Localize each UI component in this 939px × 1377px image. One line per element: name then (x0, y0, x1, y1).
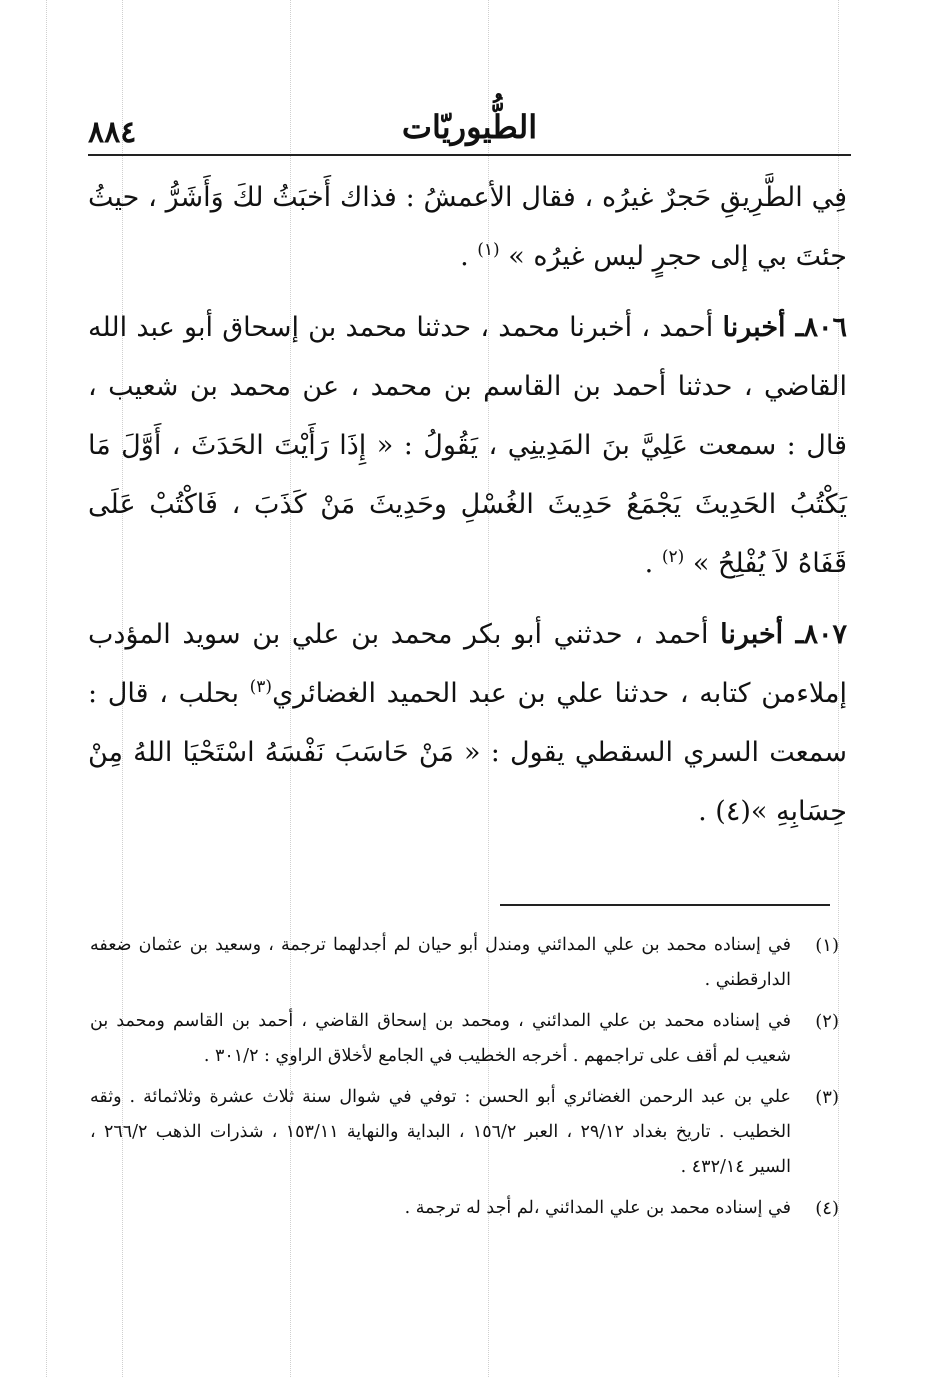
lead-word: أخبرنا (722, 312, 786, 343)
paragraph (88, 168, 847, 286)
scan-artifact-line (46, 0, 47, 1377)
page-header (88, 92, 851, 156)
entry-number: ٨٠٧ـ (783, 619, 848, 650)
paragraph-text: أحمد ، حدثني أبو بكر محمد بن علي بن سويد المؤدب إملاءمن كتابه ، حدثنا علي بن عبد الحميد الغضائري (88, 619, 847, 709)
footnote-text: في إسناده محمد بن علي المدائني ،لم أجد له ترجمة . (404, 1198, 791, 1218)
footnote-divider (500, 904, 830, 906)
footnote-text: في إسناده محمد بن علي المدائني ، ومحمد بن إسحاق القاضي ، أحمد بن القاسم ومحمد بن شعيب لم أقف على تراجمهم . أخرجه الخطيب في الجامع لأخلاق الراوي : ٣٠١/٢ . (90, 1011, 791, 1066)
paragraph-tail: . (460, 241, 478, 272)
lead-word: أخبرنا (720, 619, 784, 650)
footnote (90, 1191, 839, 1226)
footnote-ref: (١) (477, 240, 500, 260)
footnotes (90, 928, 839, 1232)
footnote (90, 928, 839, 998)
footnote-number: (٢) (815, 1011, 839, 1032)
footnote-number: (٣) (815, 1087, 839, 1108)
entry-number: ٨٠٦ـ (785, 312, 848, 343)
paragraph-text: فِي الطَّرِيقِ حَجرٌ غيرُه ، فقال الأعمشُ : فذاك أَخبَثُ لكَ وَأَشَرُّ ، حيثُ جئتَ بي إلى حجرٍ ليس غيرُه » (88, 182, 847, 272)
footnote-number: (٤) (815, 1198, 839, 1219)
paragraph-tail: . (644, 548, 662, 579)
footnote (90, 1080, 839, 1185)
main-text (88, 168, 847, 853)
footnote-text: في إسناده محمد بن علي المدائني ومندل أبو حيان لم أجدلهما ترجمة ، وسعيد بن عثمان ضعفه الدارقطني . (90, 935, 791, 990)
paragraph-text: أحمد ، أخبرنا محمد ، حدثنا محمد بن إسحاق أبو عبد الله القاضي ، حدثنا أحمد بن القاسم بن محمد ، عن محمد بن شعيب ، قال : سمعت عَلِيَّ بنَ المَدِينِي ، يَقُولُ : « إِذَا رَأَيْتَ الحَدَثَ ، أَوَّلَ مَا يَكْتُبُ الحَدِيثَ يَجْمَعُ حَدِيثَ الغُسْلِ وحَدِيثَ مَنْ كَذَبَ ، فَاكْتُبْ عَلَى قَفَاهُ لاَ يُفْلِحُ » (88, 312, 847, 579)
paragraph-tail: بحلب ، قال : سمعت السري السقطي يقول : « مَنْ حَاسَبَ نَفْسَهُ اسْتَحْيَا اللهُ مِنْ حِسَابِهِ »(٤) . (88, 678, 847, 827)
footnote-ref: (٣) (249, 677, 273, 697)
footnote-ref: (٢) (661, 547, 685, 567)
page-number: ٨٨٤ (88, 115, 137, 150)
footnote-number: (١) (815, 935, 839, 956)
footnote (90, 1004, 839, 1074)
paragraph-entry-807 (88, 605, 847, 841)
footnote-text: علي بن عبد الرحمن الغضائري أبو الحسن : توفي في شوال سنة ثلاث عشرة وثلاثمائة . وثقه الخطيب . تاريخ بغداد ٢٩/١٢ ، العبر ١٥٦/٢ ، البداية والنهاية ١٥٣/١١ ، شذرات الذهب ٢٦٦/٢ ، السير ٤٣٢/١٤ . (90, 1087, 791, 1177)
running-title: الطُّيوريّات (401, 108, 538, 146)
paragraph-entry-806 (88, 298, 847, 593)
